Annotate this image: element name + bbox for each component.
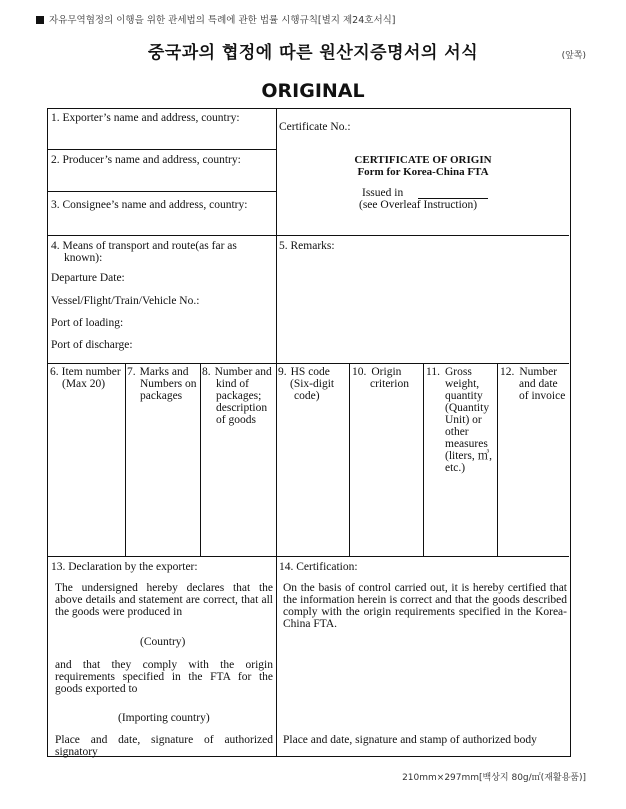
col-12-line-2: and date [519,378,558,390]
col-8-header [202,366,272,426]
col-7-num: 7. [127,366,136,378]
col-divider-11 [423,363,424,556]
form-reference [36,12,396,26]
divider-row-3 [48,235,569,236]
col-12-line-1: Number [519,366,558,378]
col-8-line-3: packages; [216,390,262,402]
col-7-header [127,366,197,402]
original-label: ORIGINAL [261,80,365,102]
col-11-line-6: other [445,426,469,438]
producer-label: 2. Producer’s name and address, country: [51,154,241,166]
col-divider-7 [125,363,126,556]
col-11-line-5: Unit) or [445,414,482,426]
col-10-line-1: Origin [371,366,402,378]
exporter-label: 1. Exporter’s name and address, country: [51,112,240,124]
col-8-line-2: kind of [216,378,249,390]
col-11-line-4: (Quantity [445,402,490,414]
divider-row-5 [48,556,569,557]
col-8-line-5: of goods [216,414,256,426]
col-9-line-2: (Six-digit [290,378,335,390]
col-9-num: 9. [278,366,287,378]
declaration-title: 13. Declaration by the exporter: [51,561,198,573]
col-9-line-3: code) [294,390,320,402]
compliance-text: and that they comply with the origin requirements specified in the FTA for the goods exported to [55,659,273,695]
col-10-header [352,366,409,390]
col-11-line-1: Gross [444,366,472,378]
front-side-label: (앞쪽) [561,51,586,61]
overleaf-instruction: (see Overleaf Instruction) [359,199,478,211]
col-7-line-3: packages [140,390,183,402]
certificate-subtitle: Form for Korea-China FTA [357,166,489,178]
center-divider [276,109,277,756]
divider-row-2 [48,191,276,192]
col-10-num: 10. [352,366,367,378]
col-divider-8 [200,363,201,556]
col-11-num: 11. [426,366,440,378]
col-8-num: 8. [202,366,211,378]
col-11-line-3: quantity [445,390,483,402]
col-7-line-2: Numbers on [140,378,197,390]
transport-label-cont: known): [64,252,103,264]
authority-signature-label: Place and date, signature and stamp of authorized body [283,734,537,746]
certification-title: 14. Certification: [279,561,358,573]
col-6-header [50,366,121,390]
divider-row-1 [48,149,276,150]
col-divider-12 [497,363,498,556]
col-6-line-1: Item number [61,366,121,378]
col-11-header [426,366,492,474]
certificate-title: CERTIFICATE OF ORIGIN [354,154,492,166]
col-9-header [278,366,334,402]
certificate-form [47,108,571,757]
col-11-line-8: (liters, ㎥, [445,450,492,462]
divider-row-4 [48,363,569,364]
declaration-text: The undersigned hereby declares that the above details and statement are correct, that all the goods were produced in [55,582,273,618]
col-9-line-1: HS code [290,366,330,378]
col-8-line-1: Number and [214,366,272,378]
remarks-label: 5. Remarks: [279,240,335,252]
issued-in-label: Issued in [362,187,404,199]
col-10-line-2: criterion [370,378,409,390]
exporter-signature-label: Place and date, signature of authorized signatory [55,734,273,758]
consignee-label: 3. Consignee’s name and address, country: [51,199,248,211]
certification-text: On the basis of control carried out, it is hereby certified that the information herein is correct and that the goods described comply with the origin requirements specified in the Korea-China FTA. [283,582,567,630]
transport-label: 4. Means of transport and route(as far as [51,240,237,252]
certificate-no-label: Certificate No.: [279,121,351,133]
col-6-num: 6. [50,366,59,378]
form-reference-text: 자유무역협정의 이행을 위한 관세법의 특례에 관한 법률 시행규칙[별지 제24호서식] [49,15,396,26]
col-12-num: 12. [500,366,515,378]
port-discharge-label: Port of discharge: [51,339,133,351]
col-12-header [500,366,565,402]
col-6-line-2: (Max 20) [62,378,106,390]
square-bullet-icon [36,16,44,24]
col-7-line-1: Marks and [139,366,189,378]
col-12-line-3: of invoice [519,390,566,402]
country-label: (Country) [140,636,186,648]
departure-date-label: Departure Date: [51,272,125,284]
col-divider-10 [349,363,350,556]
paper-spec: 210mm×297mm[백상지 80g/㎡(재활용품)] [402,773,586,783]
importing-country-label: (Importing country) [118,712,210,724]
port-loading-label: Port of loading: [51,317,124,329]
page-title: 중국과의 협정에 따른 원산지증명서의 서식 [147,43,479,63]
col-11-line-7: measures [445,438,488,450]
col-8-line-4: description [216,402,268,414]
vessel-no-label: Vessel/Flight/Train/Vehicle No.: [51,295,200,307]
col-11-line-2: weight, [445,378,480,390]
col-11-line-9: etc.) [445,462,466,474]
